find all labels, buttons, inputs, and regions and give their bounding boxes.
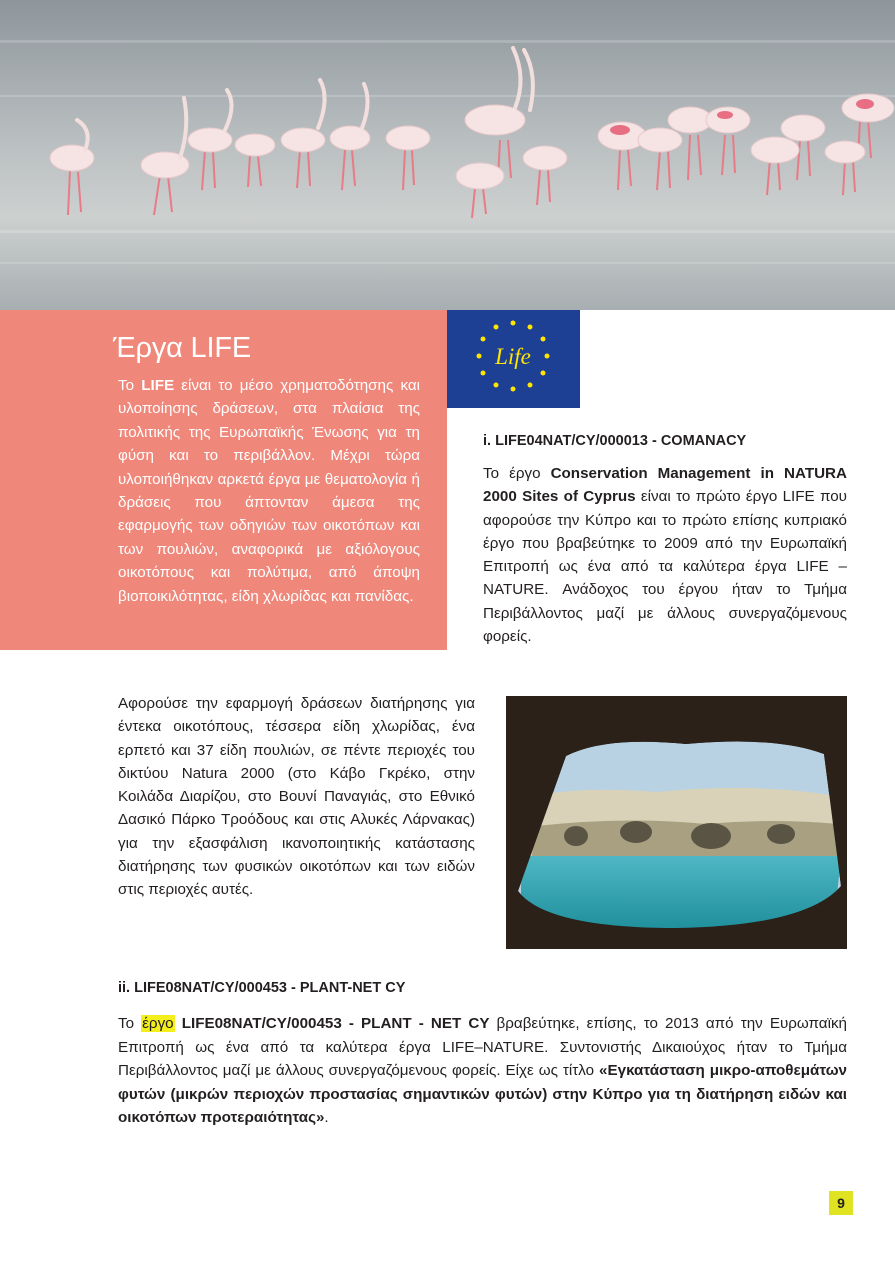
sea-cave-photo: [506, 696, 847, 949]
p1-pre: Το έργο: [483, 465, 551, 482]
p2-mid: βραβεύτηκε, επίσης, το 2013 από την Ευρωπαϊκή Επιτροπή ως ένα από τα καλύτερα έργα LIFE–NATURE. Συντονιστής Δικαιούχος ήταν το Τμήμα Περιβάλλοντος μαζί με άλλους συνεργαζόμενους φορείς. Είχε ως τίτλο: [118, 1015, 847, 1079]
project2-heading: ii. LIFE08NAT/CY/000453 - PLANT-NET CY: [118, 980, 406, 996]
life-logo-text: Life: [495, 344, 531, 369]
intro-text-pre: Το: [118, 377, 142, 394]
page-title: Έργα LIFE: [113, 332, 252, 364]
project1-heading: i. LIFE04NAT/CY/000013 - COMANACY: [483, 433, 747, 449]
flamingo-photo: [0, 0, 895, 310]
page-number: 9: [829, 1191, 853, 1215]
p2-bold-code: LIFE08NAT/CY/000453 - PLANT - NET CY: [174, 1015, 490, 1032]
p2-pre: Το: [118, 1015, 142, 1032]
project2-paragraph: [118, 1012, 847, 1130]
p2-post: .: [324, 1109, 329, 1126]
highlighted-word: έργο: [142, 1015, 174, 1032]
intro-text-post: είναι το μέσο χρηματοδότησης και υλοποίησης δράσεων, στα πλαίσια της πολιτικής της Ευρωπαϊκής Ένωσης για τη φύση και το περιβάλλον. Μέχρι τώρα υλοποιήθηκαν αρκετά έργα με θεματολογία ή δράσεις που άπτονταν άμεσα της εφαρμογής των οδηγιών των οικοτόπων και των πουλιών, αναφορικά με αξιόλογους οικοτόπους και πολύτιμα, από άποψη βιοποικιλότητας, είδη χλωρίδας και πανίδας.: [118, 377, 421, 605]
eu-life-logo: [447, 310, 580, 408]
p1-bold: Conservation Management in NATURA 2000 Sites of Cyprus: [483, 465, 847, 506]
intro-text-bold: LIFE: [141, 377, 175, 394]
project1-paragraph1: [483, 462, 847, 648]
p2-bold-title: «Εγκατάσταση μικρο-αποθεμάτων φυτών (μικρών περιοχών προστασίας σημαντικών φυτών) στην Κύπρο για τη διατήρηση ειδών και οικοτόπων προτεραιότητας»: [118, 1062, 847, 1126]
intro-panel: [0, 310, 447, 650]
intro-text: [118, 374, 420, 608]
flamingo-illustration: [0, 0, 895, 310]
project1-paragraph2: Αφορούσε την εφαρμογή δράσεων διατήρησης για έντεκα οικοτόπους, τέσσερα είδη χλωρίδας, ένα ερπετό και 37 είδη πουλιών, σε πέντε περιοχές του δικτύου Natura 2000 (στο Κάβο Γκρέκο, στην Κοιλάδα Διαρίζου, στο Βουνί Παναγιάς, στο Εθνικό Δασικό Πάρκο Τροόδους και στις Αλυκές Λάρνακας) για την εξασφάλιση ικανοποιητικής κατάστασης διατήρησης των φυσικών οικοτόπων και των ειδών στις περιοχές αυτές.: [118, 695, 475, 899]
p1-post: είναι το πρώτο έργο LIFE που αφορούσε την Κύπρο και το πρώτο επίσης κυπριακό έργο που βραβεύτηκε το 2009 από την Ευρωπαϊκή Επιτροπή ως ένα από τα καλύτερα έργα LIFE – NATURE. Ανάδοχος του έργου ήταν το Τμήμα Περιβάλλοντος μαζί με άλλους συνεργαζόμενους φορείς.: [483, 488, 847, 646]
